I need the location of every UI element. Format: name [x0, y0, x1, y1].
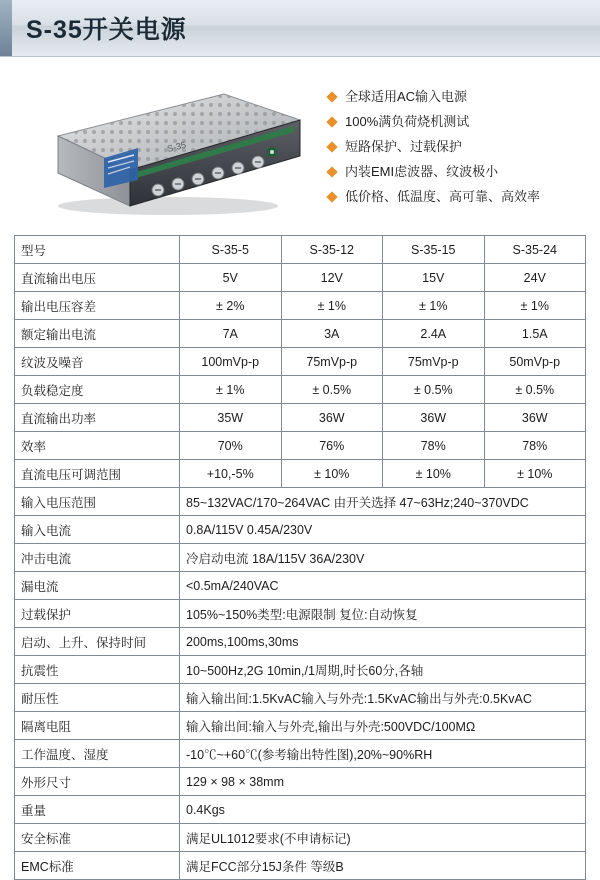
table-row — [15, 488, 586, 516]
row-label: 冲击电流 — [15, 544, 180, 572]
row-cell: ± 1% — [383, 292, 485, 320]
diamond-bullet-icon — [326, 166, 337, 177]
header-accent-bar — [0, 0, 12, 56]
table-row — [15, 516, 586, 544]
table-row — [15, 712, 586, 740]
row-cell: +10,-5% — [180, 460, 282, 488]
row-value: 0.8A/115V 0.45A/230V — [180, 516, 586, 544]
row-cell: ± 0.5% — [484, 376, 586, 404]
row-cell: 15V — [383, 264, 485, 292]
table-row — [15, 740, 586, 768]
table-row — [15, 460, 586, 488]
table-row — [15, 768, 586, 796]
spec-table — [14, 235, 586, 880]
row-cell: ± 0.5% — [383, 376, 485, 404]
row-label: 输出电压容差 — [15, 292, 180, 320]
row-cell: 7A — [180, 320, 282, 348]
row-value: 冷启动电流 18A/115V 36A/230V — [180, 544, 586, 572]
row-cell: 75mVp-p — [281, 348, 383, 376]
row-label: 纹波及噪音 — [15, 348, 180, 376]
feature-text: 低价格、低温度、高可靠、高效率 — [345, 188, 541, 204]
row-cell: ± 1% — [281, 292, 383, 320]
row-label: 效率 — [15, 432, 180, 460]
list-item — [328, 89, 582, 105]
row-cell: 36W — [383, 404, 485, 432]
row-value: 输入输出间:输入与外壳,输出与外壳:500VDC/100MΩ — [180, 712, 586, 740]
row-cell: 2.4A — [383, 320, 485, 348]
row-value: <0.5mA/240VAC — [180, 572, 586, 600]
row-label: 耐压性 — [15, 684, 180, 712]
row-cell: 24V — [484, 264, 586, 292]
row-cell: ± 10% — [383, 460, 485, 488]
column-header-s35-24: S-35-24 — [484, 236, 586, 264]
row-label: 输入电流 — [15, 516, 180, 544]
table-row — [15, 432, 586, 460]
row-label: 输入电压范围 — [15, 488, 180, 516]
page-header — [0, 0, 600, 57]
spec-table-container — [0, 235, 600, 880]
diamond-bullet-icon — [326, 116, 337, 127]
table-row — [15, 264, 586, 292]
feature-text: 短路保护、过载保护 — [345, 138, 463, 154]
row-label: 漏电流 — [15, 572, 180, 600]
table-row — [15, 656, 586, 684]
row-cell: 100mVp-p — [180, 348, 282, 376]
row-cell: 70% — [180, 432, 282, 460]
row-label: 负载稳定度 — [15, 376, 180, 404]
row-label: 过载保护 — [15, 600, 180, 628]
row-cell: ± 0.5% — [281, 376, 383, 404]
row-label: 启动、上升、保持时间 — [15, 628, 180, 656]
row-cell: 36W — [484, 404, 586, 432]
row-cell: 50mVp-p — [484, 348, 586, 376]
power-supply-illustration — [18, 74, 318, 224]
feature-text: 100%满负荷烧机测试 — [345, 113, 470, 129]
row-cell: 12V — [281, 264, 383, 292]
row-value: 129 × 98 × 38mm — [180, 768, 586, 796]
table-row — [15, 628, 586, 656]
row-label: 直流电压可调范围 — [15, 460, 180, 488]
row-label: 抗震性 — [15, 656, 180, 684]
table-row — [15, 852, 586, 880]
row-cell: 36W — [281, 404, 383, 432]
row-label: 安全标准 — [15, 824, 180, 852]
table-header-row — [15, 236, 586, 264]
diamond-bullet-icon — [326, 191, 337, 202]
row-cell: 35W — [180, 404, 282, 432]
row-cell: 1.5A — [484, 320, 586, 348]
top-section — [0, 57, 600, 235]
diamond-bullet-icon — [326, 141, 337, 152]
product-photo — [18, 74, 318, 224]
row-value: 200ms,100ms,30ms — [180, 628, 586, 656]
row-label: 额定输出电流 — [15, 320, 180, 348]
row-cell: 5V — [180, 264, 282, 292]
row-value: 85~132VAC/170~264VAC 由开关选择 47~63Hz;240~370VDC — [180, 488, 586, 516]
diamond-bullet-icon — [326, 91, 337, 102]
row-value: -10℃~+60℃(参考输出特性图),20%~90%RH — [180, 740, 586, 768]
row-cell: ± 1% — [180, 376, 282, 404]
list-item — [328, 139, 582, 155]
table-row — [15, 404, 586, 432]
row-label: 外形尺寸 — [15, 768, 180, 796]
table-row — [15, 572, 586, 600]
list-item — [328, 114, 582, 130]
table-row — [15, 600, 586, 628]
row-value: 输入输出间:1.5KvAC输入与外壳:1.5KvAC输出与外壳:0.5KvAC — [180, 684, 586, 712]
row-cell: ± 10% — [281, 460, 383, 488]
row-label: 直流输出电压 — [15, 264, 180, 292]
svg-text:S-35: S-35 — [166, 139, 187, 154]
list-item — [328, 164, 582, 180]
row-value: 105%~150%类型:电源限制 复位:自动恢复 — [180, 600, 586, 628]
table-row — [15, 796, 586, 824]
row-value: 10~500Hz,2G 10min,/1周期,时长60分,各轴 — [180, 656, 586, 684]
table-row — [15, 824, 586, 852]
row-label: 工作温度、湿度 — [15, 740, 180, 768]
row-cell: 3A — [281, 320, 383, 348]
column-header-s35-15: S-35-15 — [383, 236, 485, 264]
table-row — [15, 376, 586, 404]
row-cell: ± 2% — [180, 292, 282, 320]
row-cell: ± 10% — [484, 460, 586, 488]
row-cell: ± 1% — [484, 292, 586, 320]
list-item — [328, 189, 582, 205]
row-label: 重量 — [15, 796, 180, 824]
feature-text: 内装EMI虑波器、纹波极小 — [345, 163, 499, 179]
table-row — [15, 292, 586, 320]
column-header-s35-12: S-35-12 — [281, 236, 383, 264]
table-row — [15, 684, 586, 712]
table-row — [15, 348, 586, 376]
table-row — [15, 544, 586, 572]
column-header-model: 型号 — [15, 236, 180, 264]
column-header-s35-5: S-35-5 — [180, 236, 282, 264]
feature-list — [318, 85, 582, 214]
row-cell: 75mVp-p — [383, 348, 485, 376]
page-title: S-35开关电源 — [26, 16, 187, 44]
row-label: 直流输出功率 — [15, 404, 180, 432]
table-row — [15, 320, 586, 348]
feature-text: 全球适用AC输入电源 — [345, 88, 468, 104]
row-value: 满足FCC部分15J条件 等级B — [180, 852, 586, 880]
row-value: 满足UL1012要求(不申请标记) — [180, 824, 586, 852]
row-label: 隔离电阻 — [15, 712, 180, 740]
row-cell: 78% — [383, 432, 485, 460]
row-cell: 78% — [484, 432, 586, 460]
row-label: EMC标准 — [15, 852, 180, 880]
row-value: 0.4Kgs — [180, 796, 586, 824]
row-cell: 76% — [281, 432, 383, 460]
